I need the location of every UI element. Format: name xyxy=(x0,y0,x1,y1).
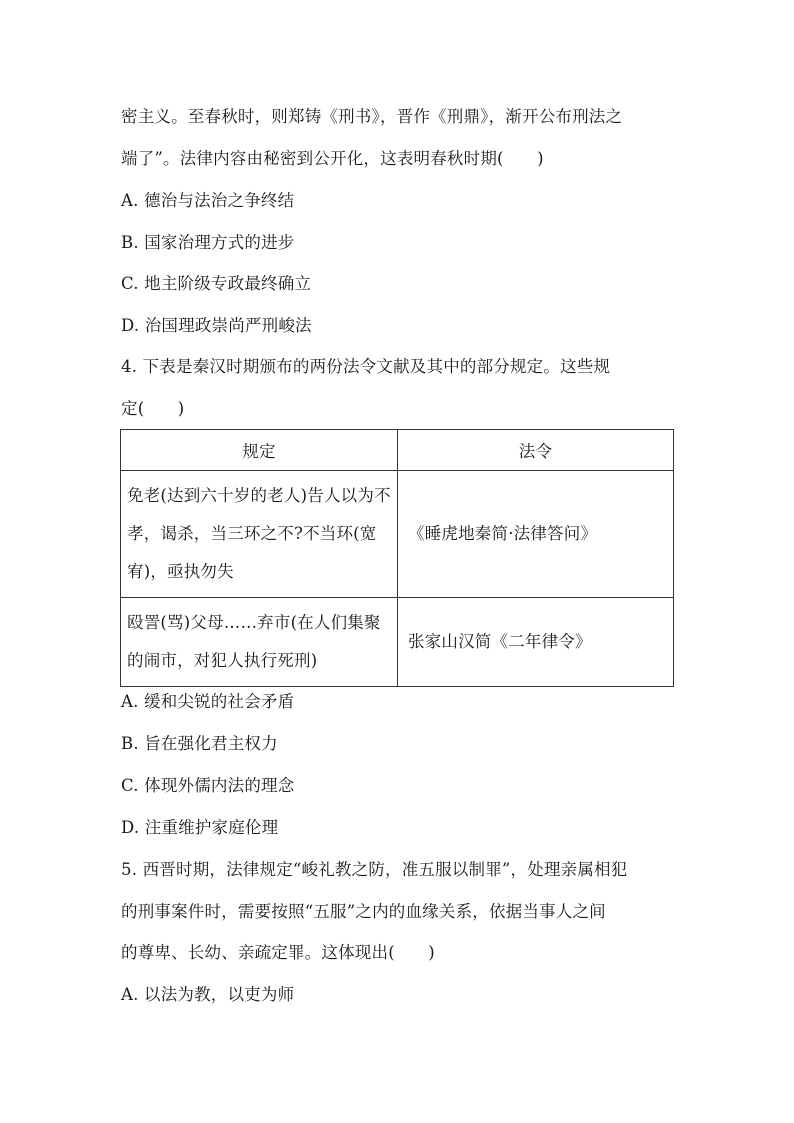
q5-text-line-3: 的尊卑、长幼、亲疏定罪。这体现出( ) xyxy=(121,943,435,962)
q5-text-line-1: 5. 西晋时期，法律规定“峻礼教之防，准五服以制罪”，处理亲属相犯 xyxy=(121,860,628,879)
q3-option-a: A. 德治与法治之争终结 xyxy=(121,191,295,210)
table-cell-law: 张家山汉简《二年律令》 xyxy=(398,598,674,687)
q3-option-c: C. 地主阶级专政最终确立 xyxy=(121,274,312,293)
q4-option-a: A. 缓和尖锐的社会矛盾 xyxy=(121,692,295,711)
table-row xyxy=(121,471,674,598)
table-row xyxy=(121,598,674,687)
table-cell-rule: 殴詈(骂)父母……弃市(在人们集聚的闹市，对犯人执行死刑) xyxy=(121,598,398,687)
q4-option-d: D. 注重维护家庭伦理 xyxy=(121,818,279,837)
q4-option-c: C. 体现外儒内法的理念 xyxy=(121,776,295,795)
q4-law-table xyxy=(120,429,674,687)
q5-option-a: A. 以法为教，以吏为师 xyxy=(121,985,295,1004)
q4-text-line-2: 定( ) xyxy=(121,399,185,418)
q4-option-b: B. 旨在强化君主权力 xyxy=(121,734,278,753)
table-cell-rule: 免老(达到六十岁的老人)告人以为不孝，谒杀，当三环之不?不当环(宽宥)，亟执勿失 xyxy=(121,471,398,598)
table-header-rule: 规定 xyxy=(121,430,398,471)
q4-text-line-1: 4. 下表是秦汉时期颁布的两份法令文献及其中的部分规定。这些规 xyxy=(121,357,611,376)
table-header-row xyxy=(121,430,674,471)
table-cell-law: 《睡虎地秦简·法律答问》 xyxy=(398,471,674,598)
q3-text-line-2: 端了”。法律内容由秘密到公开化，这表明春秋时期( ) xyxy=(121,149,544,168)
q3-option-d: D. 治国理政崇尚严刑峻法 xyxy=(121,316,312,335)
q3-text-line-1: 密主义。至春秋时，则郑铸《刑书》，晋作《刑鼎》，渐开公布刑法之 xyxy=(121,107,623,126)
table-header-law: 法令 xyxy=(398,430,674,471)
q5-text-line-2: 的刑事案件时，需要按照“五服”之内的血缘关系，依据当事人之间 xyxy=(121,902,606,921)
q3-option-b: B. 国家治理方式的进步 xyxy=(121,233,295,252)
